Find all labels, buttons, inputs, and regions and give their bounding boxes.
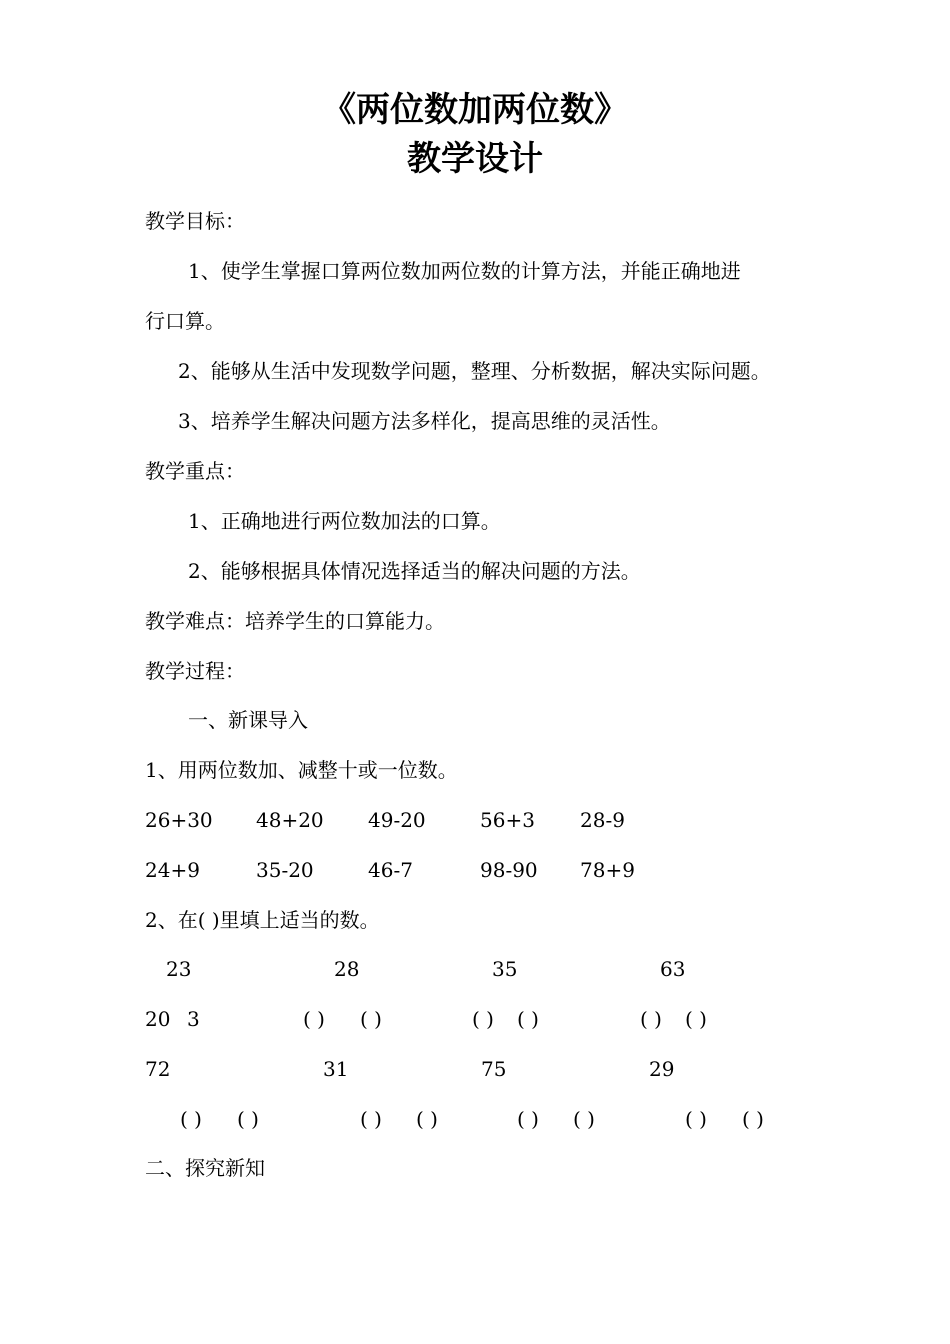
key-point-1: 1、正确地进行两位数加法的口算。 xyxy=(188,509,501,533)
objective-1-line-1: 1、使学生掌握口算两位数加两位数的计算方法，并能正确地进 xyxy=(188,259,741,283)
decompose-number: 75 xyxy=(481,1057,507,1081)
key-point-2: 2、能够根据具体情况选择适当的解决问题的方法。 xyxy=(188,559,641,583)
decompose-number: 63 xyxy=(660,957,686,981)
decompose-part: 3 xyxy=(187,1007,200,1031)
section-2-heading: 二、探究新知 xyxy=(145,1156,265,1180)
expression: 56+3 xyxy=(480,808,535,832)
decompose-part: 20 xyxy=(145,1007,171,1031)
decompose-number: 35 xyxy=(492,957,518,981)
objective-2: 2、能够从生活中发现数学问题，整理、分析数据，解决实际问题。 xyxy=(178,359,771,383)
objective-3: 3、培养学生解决问题方法多样化，提高思维的灵活性。 xyxy=(178,409,671,433)
objective-1-line-2: 行口算。 xyxy=(145,309,225,333)
expression: 48+20 xyxy=(256,808,324,832)
expression: 46-7 xyxy=(368,858,413,882)
expression: 26+30 xyxy=(145,808,213,832)
blank-parentheses: ( ) xyxy=(360,1007,382,1031)
blank-parentheses: ( ) xyxy=(360,1107,382,1131)
objectives-heading: 教学目标： xyxy=(145,209,245,233)
blank-parentheses: ( ) xyxy=(416,1107,438,1131)
decompose-number: 72 xyxy=(145,1057,171,1081)
decompose-number: 31 xyxy=(323,1057,349,1081)
expression: 28-9 xyxy=(580,808,625,832)
blank-parentheses: ( ) xyxy=(685,1107,707,1131)
expression: 98-90 xyxy=(480,858,538,882)
difficulty-line: 教学难点：培养学生的口算能力。 xyxy=(145,609,445,633)
blank-parentheses: ( ) xyxy=(472,1007,494,1031)
decompose-number: 23 xyxy=(166,957,192,981)
decompose-number: 29 xyxy=(649,1057,675,1081)
blank-parentheses: ( ) xyxy=(742,1107,764,1131)
blank-parentheses: ( ) xyxy=(685,1007,707,1031)
section-1-heading: 一、新课导入 xyxy=(188,708,308,732)
expression: 49-20 xyxy=(368,808,426,832)
blank-parentheses: ( ) xyxy=(237,1107,259,1131)
expression: 78+9 xyxy=(580,858,635,882)
decompose-number: 28 xyxy=(334,957,360,981)
expression: 35-20 xyxy=(256,858,314,882)
expression: 24+9 xyxy=(145,858,200,882)
blank-parentheses: ( ) xyxy=(573,1107,595,1131)
blank-parentheses: ( ) xyxy=(303,1007,325,1031)
exercise-1-prompt: 1、用两位数加、减整十或一位数。 xyxy=(145,758,458,782)
process-heading: 教学过程： xyxy=(145,659,245,683)
blank-parentheses: ( ) xyxy=(640,1007,662,1031)
blank-parentheses: ( ) xyxy=(517,1007,539,1031)
exercise-2-prompt: 2、在( )里填上适当的数。 xyxy=(145,908,380,932)
document-title: 《两位数加两位数》 xyxy=(322,90,628,130)
blank-parentheses: ( ) xyxy=(517,1107,539,1131)
blank-parentheses: ( ) xyxy=(180,1107,202,1131)
document-subtitle: 教学设计 xyxy=(407,139,543,179)
key-points-heading: 教学重点： xyxy=(145,459,245,483)
